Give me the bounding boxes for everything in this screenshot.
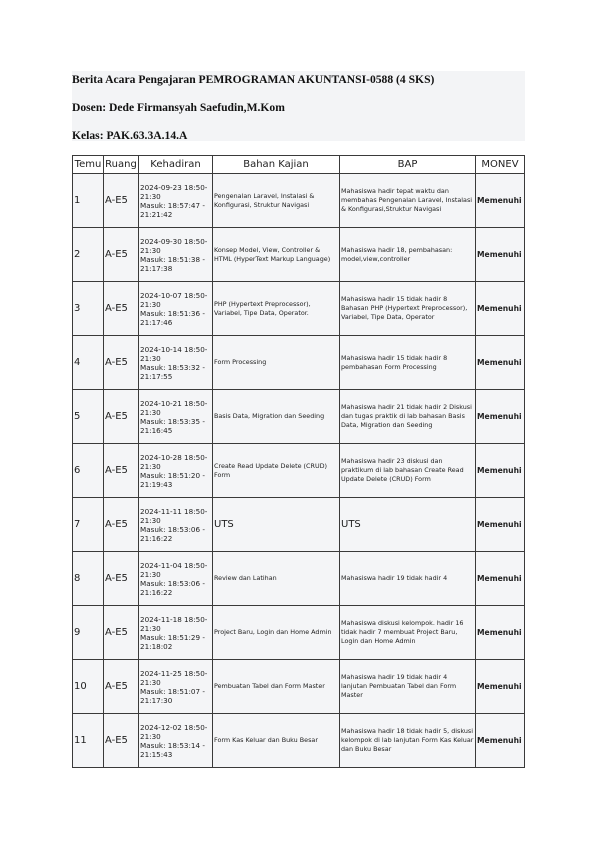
topic-cell: Konsep Model, View, Controller & HTML (HyperText Markup Language): [213, 228, 340, 282]
topic-cell: Form Processing: [213, 336, 340, 390]
schedule-text: 2024-11-18 18:50-21:30: [140, 614, 208, 633]
room-cell: A-E5: [104, 282, 139, 336]
check-in-text: Masuk: 18:53:32 - 21:17:55: [140, 362, 205, 381]
meeting-number: 10: [73, 660, 104, 714]
monev-cell: Memenuhi: [476, 174, 525, 228]
topic-cell: Project Baru, Login dan Home Admin: [213, 606, 340, 660]
meeting-number: 8: [73, 552, 104, 606]
check-in-text: Masuk: 18:53:35 - 21:16:45: [140, 416, 205, 435]
check-in-text: Masuk: 18:51:20 - 21:19:43: [140, 470, 205, 489]
meeting-number: 11: [73, 714, 104, 768]
room-cell: A-E5: [104, 498, 139, 552]
room-cell: A-E5: [104, 174, 139, 228]
monev-cell: Memenuhi: [476, 552, 525, 606]
table-row: [73, 552, 525, 606]
attendance-cell: [139, 498, 213, 552]
table-row: [73, 660, 525, 714]
room-cell: A-E5: [104, 336, 139, 390]
check-in-text: Masuk: 18:51:29 - 21:18:02: [140, 632, 205, 651]
meeting-number: 2: [73, 228, 104, 282]
col-header-kehadiran: Kehadiran: [139, 156, 213, 174]
col-header-ruang: Ruang: [104, 156, 139, 174]
table-row: [73, 444, 525, 498]
topic-cell: Basis Data, Migration dan Seeding: [213, 390, 340, 444]
room-cell: A-E5: [104, 390, 139, 444]
attendance-cell: [139, 174, 213, 228]
attendance-cell: [139, 552, 213, 606]
check-in-text: Masuk: 18:53:06 - 21:16:22: [140, 578, 205, 597]
schedule-text: 2024-11-25 18:50-21:30: [140, 668, 208, 687]
table-row: [73, 174, 525, 228]
monev-cell: Memenuhi: [476, 498, 525, 552]
attendance-cell: [139, 228, 213, 282]
meeting-number: 5: [73, 390, 104, 444]
meeting-number: 9: [73, 606, 104, 660]
room-cell: A-E5: [104, 606, 139, 660]
attendance-cell: [139, 444, 213, 498]
monev-cell: Memenuhi: [476, 444, 525, 498]
schedule-text: 2024-09-23 18:50-21:30: [140, 182, 208, 201]
topic-cell: Form Kas Keluar dan Buku Besar: [213, 714, 340, 768]
room-cell: A-E5: [104, 552, 139, 606]
monev-cell: Memenuhi: [476, 714, 525, 768]
table-row: [73, 336, 525, 390]
room-cell: A-E5: [104, 228, 139, 282]
bap-cell: Mahasiswa hadir 15 tidak hadir 8 pembahasan Form Processing: [340, 336, 476, 390]
table-row: [73, 714, 525, 768]
col-header-monev: MONEV: [476, 156, 525, 174]
check-in-text: Masuk: 18:57:47 - 21:21:42: [140, 200, 205, 219]
room-cell: A-E5: [104, 714, 139, 768]
table-row: [73, 606, 525, 660]
table-row: [73, 228, 525, 282]
col-header-temu: Temu: [73, 156, 104, 174]
meeting-number: 3: [73, 282, 104, 336]
attendance-cell: [139, 606, 213, 660]
meeting-number: 7: [73, 498, 104, 552]
meeting-number: 4: [73, 336, 104, 390]
bap-cell: Mahasiswa hadir 23 diskusi dan praktikum di lab bahasan Create Read Update Delete (CRUD) Form: [340, 444, 476, 498]
schedule-text: 2024-10-14 18:50-21:30: [140, 344, 208, 363]
monev-cell: Memenuhi: [476, 282, 525, 336]
schedule-text: 2024-10-07 18:50-21:30: [140, 290, 208, 309]
meeting-number: 6: [73, 444, 104, 498]
attendance-cell: [139, 282, 213, 336]
schedule-text: 2024-09-30 18:50-21:30: [140, 236, 208, 255]
schedule-text: 2024-10-28 18:50-21:30: [140, 452, 208, 471]
bap-cell: Mahasiswa hadir 19 tidak hadir 4: [340, 552, 476, 606]
document-title: Berita Acara Pengajaran PEMROGRAMAN AKUNTANSI-0588 (4 SKS): [72, 73, 435, 86]
monev-cell: Memenuhi: [476, 390, 525, 444]
attendance-cell: [139, 714, 213, 768]
topic-cell: PHP (Hypertext Preprocessor), Variabel, Tipe Data, Operator.: [213, 282, 340, 336]
attendance-table: [72, 155, 525, 768]
check-in-text: Masuk: 18:51:36 - 21:17:46: [140, 308, 205, 327]
schedule-text: 2024-11-04 18:50-21:30: [140, 560, 208, 579]
schedule-text: 2024-12-02 18:50-21:30: [140, 722, 208, 741]
monev-cell: Memenuhi: [476, 228, 525, 282]
bap-cell: Mahasiswa hadir 18 tidak hadir 5, diskusi kelompok di lab lanjutan Form Kas Keluar dan Buku Besar: [340, 714, 476, 768]
topic-cell: Pengenalan Laravel, Instalasi & Konfigurasi, Struktur Navigasi: [213, 174, 340, 228]
monev-cell: Memenuhi: [476, 660, 525, 714]
bap-cell: Mahasiswa hadir 15 tidak hadir 8 Bahasan PHP (Hypertext Preprocessor), Variabel, Tipe Data, Operator: [340, 282, 476, 336]
check-in-text: Masuk: 18:53:14 - 21:15:43: [140, 740, 205, 759]
meeting-number: 1: [73, 174, 104, 228]
table-row: [73, 282, 525, 336]
table-header-row: [73, 156, 525, 174]
bap-cell: Mahasiswa diskusi kelompok. hadir 16 tidak hadir 7 membuat Project Baru, Login dan Home Admin: [340, 606, 476, 660]
check-in-text: Masuk: 18:51:38 - 21:17:38: [140, 254, 205, 273]
bap-cell: UTS: [340, 498, 476, 552]
attendance-cell: [139, 660, 213, 714]
monev-cell: Memenuhi: [476, 606, 525, 660]
room-cell: A-E5: [104, 660, 139, 714]
check-in-text: Masuk: 18:51:07 - 21:17:30: [140, 686, 205, 705]
topic-cell: Review dan Latihan: [213, 552, 340, 606]
topic-cell: UTS: [213, 498, 340, 552]
bap-cell: Mahasiswa hadir tepat waktu dan membahas Pengenalan Laravel, Instalasi & Konfigurasi,Struktur Navigasi: [340, 174, 476, 228]
topic-cell: Create Read Update Delete (CRUD) Form: [213, 444, 340, 498]
attendance-cell: [139, 336, 213, 390]
col-header-bap: BAP: [340, 156, 476, 174]
schedule-text: 2024-10-21 18:50-21:30: [140, 398, 208, 417]
schedule-text: 2024-11-11 18:50-21:30: [140, 506, 208, 525]
bap-cell: Mahasiswa hadir 21 tidak hadir 2 Diskusi dan tugas praktik di lab bahasan Basis Data, Migration dan Seeding: [340, 390, 476, 444]
table-row: [73, 498, 525, 552]
check-in-text: Masuk: 18:53:06 - 21:16:22: [140, 524, 205, 543]
bap-cell: Mahasiswa hadir 18, pembahasan: model,view,controller: [340, 228, 476, 282]
col-header-bahan-kajian: Bahan Kajian: [213, 156, 340, 174]
bap-cell: Mahasiswa hadir 19 tidak hadir 4 lanjutan Pembuatan Tabel dan Form Master: [340, 660, 476, 714]
class-line: Kelas: PAK.63.3A.14.A: [72, 129, 188, 142]
lecturer-line: Dosen: Dede Firmansyah Saefudin,M.Kom: [72, 101, 285, 114]
topic-cell: Pembuatan Tabel dan Form Master: [213, 660, 340, 714]
table-row: [73, 390, 525, 444]
attendance-cell: [139, 390, 213, 444]
room-cell: A-E5: [104, 444, 139, 498]
monev-cell: Memenuhi: [476, 336, 525, 390]
